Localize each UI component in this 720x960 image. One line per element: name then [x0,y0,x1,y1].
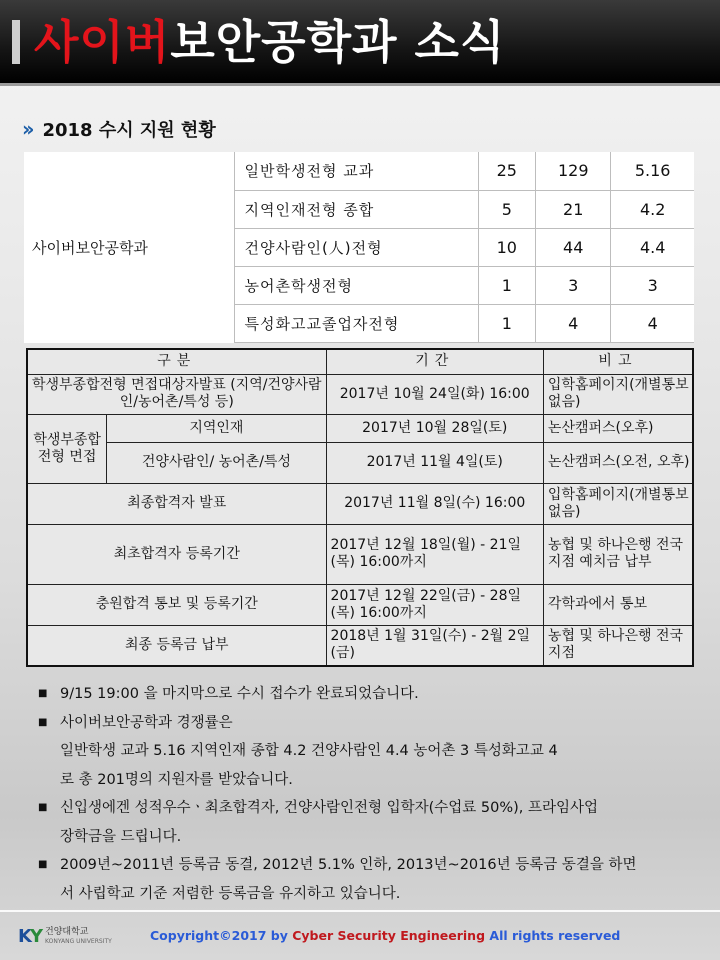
header-note: 비고 [543,349,693,374]
double-chevron-right-icon: ›› [22,117,31,141]
logo-mark-y: Y [29,926,41,947]
schedule-note: 논산캠퍼스(오후) [543,414,693,442]
section-title: 2018 수시 지원 현황 [42,120,216,141]
quota-value: 1 [478,304,536,342]
admission-type: 지역인재전형 종합 [234,190,478,228]
quota-value: 5 [478,190,536,228]
schedule-row [27,414,693,442]
schedule-label: 충원합격 통보 및 등록기간 [27,584,326,625]
admission-type: 건양사람인(人)전형 [234,228,478,266]
note-text: 2009년~2011년 등록금 동결, 2012년 5.1% 인하, 2013년~2016년 등록금 동결을 하면 [60,857,637,873]
schedule-label: 최초합격자 등록기간 [27,524,326,584]
ratio-value: 4.4 [611,228,694,266]
square-bullet-icon: ■ [38,859,48,870]
admission-type: 농어촌학생전형 [234,266,478,304]
schedule-row [27,483,693,524]
schedule-label: 학생부종합전형 면접대상자발표 (지역/건양사람인/농어촌/특성 등) [27,374,326,414]
admission-type: 일반학생전형 교과 [234,152,478,190]
applicants-value: 21 [536,190,611,228]
list-item [38,794,698,823]
note-continuation: 일반학생 교과 5.16 지역인재 종합 4.2 건양사람인 4.4 농어촌 3 특성화고교 4 [60,743,558,759]
list-item [38,851,698,880]
quota-value: 25 [478,152,536,190]
ratio-value: 3 [611,266,694,304]
logo-name: 건양대학교 [45,926,89,937]
square-bullet-icon: ■ [38,802,48,813]
schedule-table [26,348,694,667]
header-category: 구분 [27,349,326,374]
page-header [0,0,720,86]
schedule-row [27,374,693,414]
schedule-period: 2018년 1월 31일(수) - 2월 2일(금) [326,625,543,666]
schedule-row [27,442,693,483]
schedule-note: 농협 및 하나은행 전국지점 예치금 납부 [543,524,693,584]
note-text: 신입생에겐 성적우수ㆍ최초합격자, 건양사람인전형 입학자(수업료 50%), 프라임사업 [60,800,599,816]
schedule-period: 2017년 10월 24일(화) 16:00 [326,374,543,414]
page-title-red: 사이버 [34,15,171,69]
note-continuation: 장학금을 드립니다. [60,828,182,845]
applicants-value: 129 [536,152,611,190]
note-continuation: 로 총 201명의 지원자를 받았습니다. [60,771,293,788]
schedule-header-row [27,349,693,374]
university-logo [18,926,112,947]
stats-row [24,152,694,190]
logo-mark-k: K [18,926,30,947]
schedule-label: 최종합격자 발표 [27,483,326,524]
schedule-note: 농협 및 하나은행 전국지점 [543,625,693,666]
copyright-org: Cyber Security Engineering [292,928,486,943]
applicants-value: 4 [536,304,611,342]
quota-value: 10 [478,228,536,266]
schedule-label: 건양사람인/ 농어촌/특성 [107,442,326,483]
schedule-period: 2017년 11월 8일(수) 16:00 [326,483,543,524]
ratio-value: 5.16 [611,152,694,190]
square-bullet-icon: ■ [38,716,48,728]
page-title-white: 보안공학과 소식 [170,15,506,69]
schedule-row [27,584,693,625]
applicants-value: 44 [536,228,611,266]
ratio-value: 4.2 [611,190,694,228]
schedule-group-label: 학생부종합전형 면접 [27,414,107,483]
applicants-value: 3 [536,266,611,304]
list-item [38,709,698,738]
header-accent-bar [12,20,20,64]
schedule-period: 2017년 10월 28일(토) [326,414,543,442]
page-title [34,10,505,74]
schedule-row [27,524,693,584]
note-text: 사이버보안공학과 경쟁률은 [60,714,233,731]
schedule-period: 2017년 11월 4일(토) [326,442,543,483]
schedule-note: 논산캠퍼스(오전, 오후) [543,442,693,483]
footer-divider [0,910,720,912]
schedule-period: 2017년 12월 22일(금) - 28일(목) 16:00까지 [326,584,543,625]
list-item [38,680,698,709]
schedule-period: 2017년 12월 18일(월) - 21일(목) 16:00까지 [326,524,543,584]
logo-text [45,927,112,947]
logo-subtitle: KONYANG UNIVERSITY [45,937,112,945]
schedule-row [27,625,693,666]
note-text: 9/15 19:00 을 마지막으로 수시 접수가 완료되었습니다. [60,686,419,702]
header-period: 기간 [326,349,543,374]
section-heading [22,116,216,142]
copyright-part: Copyright©2017 by [150,928,288,943]
schedule-note: 각학과에서 통보 [543,584,693,625]
copyright-notice [150,928,620,943]
schedule-label: 지역인재 [107,414,326,442]
notes-list [38,680,698,908]
ky-logo-icon [18,926,41,947]
admission-type: 특성화고교졸업자전형 [234,304,478,342]
application-stats-table [24,152,694,343]
ratio-value: 4 [611,304,694,342]
schedule-note: 입학홈페이지(개별통보 없음) [543,374,693,414]
quota-value: 1 [478,266,536,304]
department-name: 사이버보안공학과 [32,238,148,257]
note-continuation: 서 사립학교 기준 저렴한 등록금을 유지하고 있습니다. [60,885,401,902]
copyright-part: All rights reserved [489,928,621,943]
schedule-label: 최종 등록금 납부 [27,625,326,666]
schedule-note: 입학홈페이지(개별통보 없음) [543,483,693,524]
square-bullet-icon: ■ [38,688,48,699]
